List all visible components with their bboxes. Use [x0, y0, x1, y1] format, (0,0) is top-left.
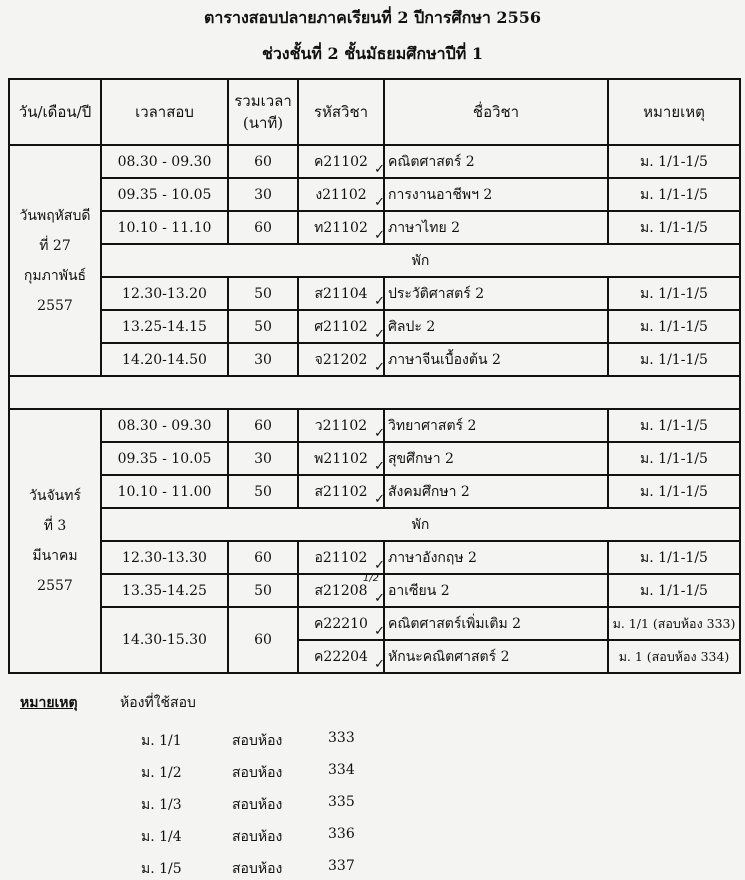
code-text: จ21202 — [314, 351, 368, 368]
day1-line4: 2557 — [37, 297, 73, 314]
table-row — [9, 178, 740, 211]
code-text: ว21102 — [314, 417, 368, 434]
room-number: 335 — [328, 794, 355, 810]
subject-cell: ศิลปะ 2 — [384, 310, 608, 343]
note-cell: ม. 1/1-1/5 — [608, 343, 740, 376]
time-cell: 10.10 - 11.10 — [101, 211, 228, 244]
code-cell — [298, 442, 384, 475]
check-mark-icon: ✓ — [374, 492, 385, 507]
table-row — [9, 211, 740, 244]
note-cell: ม. 1/1-1/5 — [608, 277, 740, 310]
time-cell: 08.30 - 09.30 — [101, 145, 228, 178]
page-title: ตารางสอบปลายภาคเรียนที่ 2 ปีการศึกษา 2556 — [204, 8, 541, 27]
check-mark-icon: ✓ — [374, 558, 385, 573]
header-duration — [228, 79, 298, 145]
table-row — [9, 145, 740, 178]
duration-cell: 50 — [228, 475, 298, 508]
table-row — [9, 343, 740, 376]
code-cell — [298, 541, 384, 574]
room-number: 334 — [328, 762, 355, 778]
header-time: เวลาสอบ — [101, 79, 228, 145]
room-text: สอบห้อง — [232, 861, 283, 877]
time-cell: 13.35-14.25 — [101, 574, 228, 607]
check-mark-icon: ✓ — [374, 228, 385, 243]
break-row — [9, 244, 740, 277]
code-text: ส21104 — [314, 285, 368, 302]
code-cell — [298, 640, 384, 673]
code-cell — [298, 277, 384, 310]
duration-cell: 50 — [228, 277, 298, 310]
duration-cell: 60 — [228, 409, 298, 442]
time-cell: 13.25-14.15 — [101, 310, 228, 343]
subject-cell: ประวัติศาสตร์ 2 — [384, 277, 608, 310]
code-text: ส21102 — [314, 483, 368, 500]
header-note: หมายเหตุ — [608, 79, 740, 145]
subject-cell: ภาษาอังกฤษ 2 — [384, 541, 608, 574]
room-class: ม. 1/3 — [141, 797, 182, 813]
subject-cell: สังคมศึกษา 2 — [384, 475, 608, 508]
duration-cell: 60 — [228, 211, 298, 244]
table-row — [9, 409, 740, 442]
check-mark-icon: ✓ — [374, 360, 385, 375]
time-cell: 14.30-15.30 — [101, 607, 228, 673]
room-class: ม. 1/1 — [141, 733, 182, 749]
code-cell — [298, 409, 384, 442]
check-mark-icon: ✓ — [374, 294, 385, 309]
code-text: ศ21102 — [314, 318, 368, 335]
table-row — [9, 442, 740, 475]
code-cell — [298, 607, 384, 640]
code-cell — [298, 574, 384, 607]
subject-cell: หักนะคณิตศาสตร์ 2 — [384, 640, 608, 673]
code-cell — [298, 211, 384, 244]
room-text: สอบห้อง — [232, 733, 283, 749]
day2-line1: วันจันทร์ — [29, 488, 81, 504]
day1-line3: กุมภาพันธ์ — [23, 267, 87, 284]
header-code: รหัสวิชา — [298, 79, 384, 145]
code-cell — [298, 343, 384, 376]
table-row — [9, 310, 740, 343]
duration-cell: 30 — [228, 442, 298, 475]
header-date: วัน/เดือน/ปี — [9, 79, 101, 145]
table-row — [9, 541, 740, 574]
note-cell: ม. 1/1-1/5 — [608, 145, 740, 178]
check-mark-icon: ✓ — [374, 162, 385, 177]
break-cell: พัก — [101, 244, 740, 277]
table-row — [9, 607, 740, 640]
time-cell: 14.20-14.50 — [101, 343, 228, 376]
note-cell: ม. 1/1-1/5 — [608, 310, 740, 343]
day2-line4: 2557 — [37, 578, 73, 594]
day-separator-row — [9, 376, 740, 409]
note-cell: ม. 1 (สอบห้อง 334) — [608, 640, 740, 673]
subject-cell: คณิตศาสตร์เพิ่มเติม 2 — [384, 607, 608, 640]
code-text: ท21102 — [314, 219, 368, 236]
code-text: ง21102 — [315, 186, 367, 203]
table-row — [9, 277, 740, 310]
day2-line2: ที่ 3 — [43, 518, 67, 534]
day2-line3: มีนาคม — [32, 548, 78, 564]
room-text: สอบห้อง — [232, 797, 283, 813]
duration-cell: 60 — [228, 607, 298, 673]
break-row — [9, 508, 740, 541]
check-mark-icon: ✓ — [374, 624, 385, 639]
code-cell — [298, 475, 384, 508]
time-cell: 08.30 - 09.30 — [101, 409, 228, 442]
code-text: ค21102 — [314, 153, 368, 170]
note-cell: ม. 1/1-1/5 — [608, 409, 740, 442]
time-cell: 12.30-13.30 — [101, 541, 228, 574]
room-text: สอบห้อง — [232, 765, 283, 781]
day1-line2: ที่ 27 — [39, 237, 71, 254]
subject-cell: ภาษาจีนเบื้องต้น 2 — [384, 343, 608, 376]
room-number: 333 — [328, 730, 355, 746]
duration-cell: 30 — [228, 178, 298, 211]
room-class: ม. 1/2 — [141, 765, 182, 781]
note-cell: ม. 1/1-1/5 — [608, 178, 740, 211]
check-mark-icon: ✓ — [374, 459, 385, 474]
handwritten-mark: 1/2 — [362, 573, 379, 584]
exam-schedule-table — [8, 78, 741, 674]
remarks-label: หมายเหตุ — [20, 695, 78, 711]
day1-date-cell — [9, 145, 101, 376]
code-cell — [298, 310, 384, 343]
time-cell: 12.30-13.20 — [101, 277, 228, 310]
time-cell: 09.35 - 10.05 — [101, 178, 228, 211]
table-row — [9, 574, 740, 607]
day2-date-cell — [9, 409, 101, 673]
subject-cell: วิทยาศาสตร์ 2 — [384, 409, 608, 442]
duration-cell: 30 — [228, 343, 298, 376]
day1-line1: วันพฤหัสบดี — [19, 207, 91, 224]
day-separator-cell — [9, 376, 740, 409]
table-header-row — [9, 79, 740, 145]
note-cell: ม. 1/1-1/5 — [608, 541, 740, 574]
code-text: ส21208 — [314, 582, 368, 599]
room-text: สอบห้อง — [232, 829, 283, 845]
subject-cell: สุขศึกษา 2 — [384, 442, 608, 475]
break-cell: พัก — [101, 508, 740, 541]
check-mark-icon: ✓ — [374, 591, 385, 606]
note-cell: ม. 1/1-1/5 — [608, 442, 740, 475]
room-class: ม. 1/4 — [141, 829, 182, 845]
subject-cell: คณิตศาสตร์ 2 — [384, 145, 608, 178]
header-duration-line2: (นาที) — [242, 114, 284, 132]
note-cell: ม. 1/1-1/5 — [608, 574, 740, 607]
code-text: อ21102 — [314, 549, 368, 566]
note-cell: ม. 1/1-1/5 — [608, 211, 740, 244]
code-cell — [298, 145, 384, 178]
check-mark-icon: ✓ — [374, 657, 385, 672]
duration-cell: 60 — [228, 145, 298, 178]
page-subtitle: ช่วงชั้นที่ 2 ชั้นมัธยมศึกษาปีที่ 1 — [261, 44, 484, 63]
subject-cell: อาเซียน 2 — [384, 574, 608, 607]
code-cell — [298, 178, 384, 211]
room-number: 336 — [328, 826, 355, 842]
code-text: ค22210 — [314, 615, 368, 632]
check-mark-icon: ✓ — [374, 327, 385, 342]
subject-cell: ภาษาไทย 2 — [384, 211, 608, 244]
note-cell: ม. 1/1 (สอบห้อง 333) — [608, 607, 740, 640]
time-cell: 09.35 - 10.05 — [101, 442, 228, 475]
table-row — [9, 475, 740, 508]
check-mark-icon: ✓ — [374, 426, 385, 441]
header-subject: ชื่อวิชา — [384, 79, 608, 145]
duration-cell: 50 — [228, 574, 298, 607]
room-number: 337 — [328, 858, 355, 874]
room-class: ม. 1/5 — [141, 861, 182, 877]
code-text: พ21102 — [314, 450, 368, 467]
code-text: ค22204 — [314, 648, 368, 665]
time-cell: 10.10 - 11.00 — [101, 475, 228, 508]
room-heading: ห้องที่ใช้สอบ — [120, 695, 196, 711]
check-mark-icon: ✓ — [374, 195, 385, 210]
subject-cell: การงานอาชีพฯ 2 — [384, 178, 608, 211]
note-cell: ม. 1/1-1/5 — [608, 475, 740, 508]
duration-cell: 60 — [228, 541, 298, 574]
duration-cell: 50 — [228, 310, 298, 343]
header-duration-line1: รวมเวลา — [234, 92, 292, 110]
